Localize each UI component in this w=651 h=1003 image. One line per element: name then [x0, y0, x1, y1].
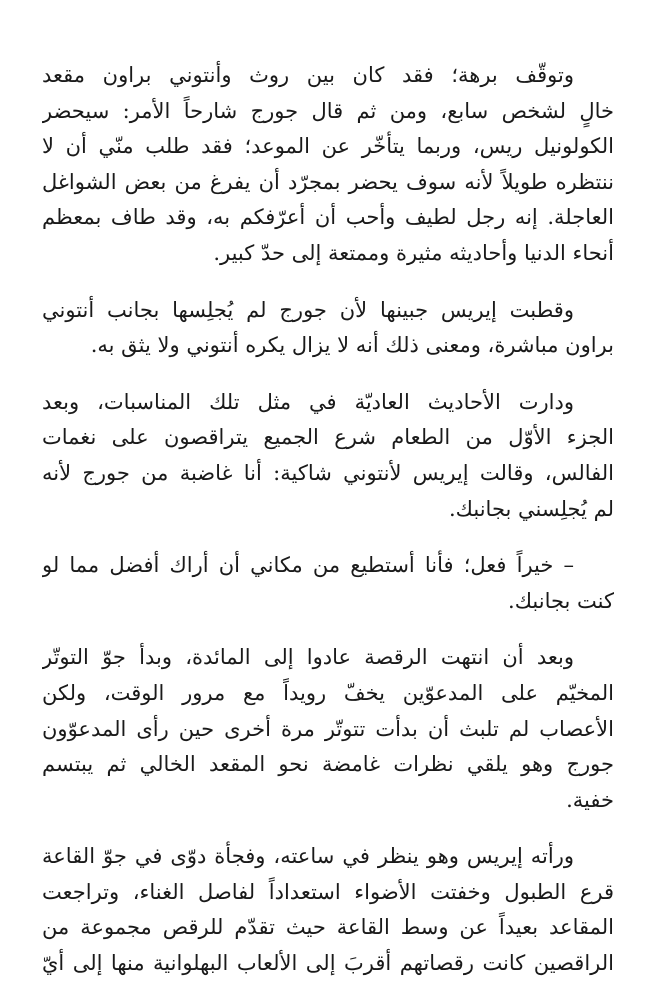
- text-line: – خيراً فعل؛ فأنا أستطيع من مكاني أن أراك أفضل مما لو: [42, 553, 574, 578]
- paragraph-2: [42, 293, 614, 364]
- text-line: الراقصين كانت رقصاتهم أقربَ إلى الألعاب البهلوانية منها إلى أيّ: [42, 951, 614, 976]
- text-line: ورأته إيريس وهو ينظر في ساعته، وفجأة دوّى في جوّ القاعة: [42, 844, 574, 869]
- text-line: وقطبت إيريس جبينها لأن جورج لم يُجلِسها بجانب أنتوني: [42, 297, 574, 322]
- text-line: ننتظره طويلاً لأنه سوف يحضر بمجرّد أن يفرغ من بعض الشواغل: [42, 169, 614, 194]
- text-line: خالٍ لشخص سابع، ومن ثم قال جورج شارحاً الأمر: سيحضر: [42, 98, 614, 123]
- book-page: [42, 58, 614, 1003]
- paragraph-3: [42, 385, 614, 527]
- text-line: المقاعد بعيداً عن وسط القاعة حيث تقدّم للرقص مجموعة من: [42, 915, 614, 940]
- text-line: الكولونيل ريس، وربما يتأخّر عن الموعد؛ فقد طلب منّي أن لا: [42, 134, 614, 159]
- text-line: الأعصاب لم تلبث أن بدأت تتوتّر مرة أخرى حين رأى المدعوّون: [42, 716, 614, 741]
- paragraph-1: [42, 58, 614, 272]
- text-line: وتوقّف برهة؛ فقد كان بين روث وأنتوني براون مقعد: [42, 63, 574, 87]
- text-line: الجزء الأوّل من الطعام شرع الجميع يتراقصون على نغمات: [42, 425, 614, 450]
- text-line: خفية.: [566, 787, 614, 812]
- text-line: قرع الطبول وخفتت الأضواء استعداداً لفاصل الغناء، وتراجعت: [42, 879, 614, 904]
- text-line: العاجلة. إنه رجل لطيف وأحب أن أعرّفكم به، وقد طاف بمعظم: [42, 205, 614, 230]
- text-line: وبعد أن انتهت الرقصة عادوا إلى المائدة، وبدأ جوّ التوتّر: [42, 645, 574, 670]
- text-line: الفالس، وقالت إيريس لأنتوني شاكية: أنا غاضبة من جورج لأنه: [42, 460, 614, 485]
- text-line: كنت بجانبك.: [508, 588, 614, 613]
- text-line: المخيّم على المدعوّين يخفّ رويداً مع مرور الوقت، ولكن: [42, 680, 614, 705]
- paragraph-5: [42, 640, 614, 818]
- text-line: براون مباشرة، ومعنى ذلك أنه لا يزال يكره أنتوني ولا يثق به.: [90, 333, 614, 358]
- paragraph-4: [42, 548, 614, 619]
- text-line: جورج وهو يلقي نظرات غامضة نحو المقعد الخالي ثم يبتسم: [42, 752, 614, 777]
- text-line: أنحاء الدنيا وأحاديثه مثيرة وممتعة إلى حدّ كبير.: [213, 240, 614, 265]
- text-line: ودارت الأحاديث العاديّة في مثل تلك المناسبات، وبعد: [42, 389, 574, 414]
- paragraph-6: [42, 839, 614, 981]
- text-line: لم يُجلِسني بجانبك.: [448, 496, 614, 521]
